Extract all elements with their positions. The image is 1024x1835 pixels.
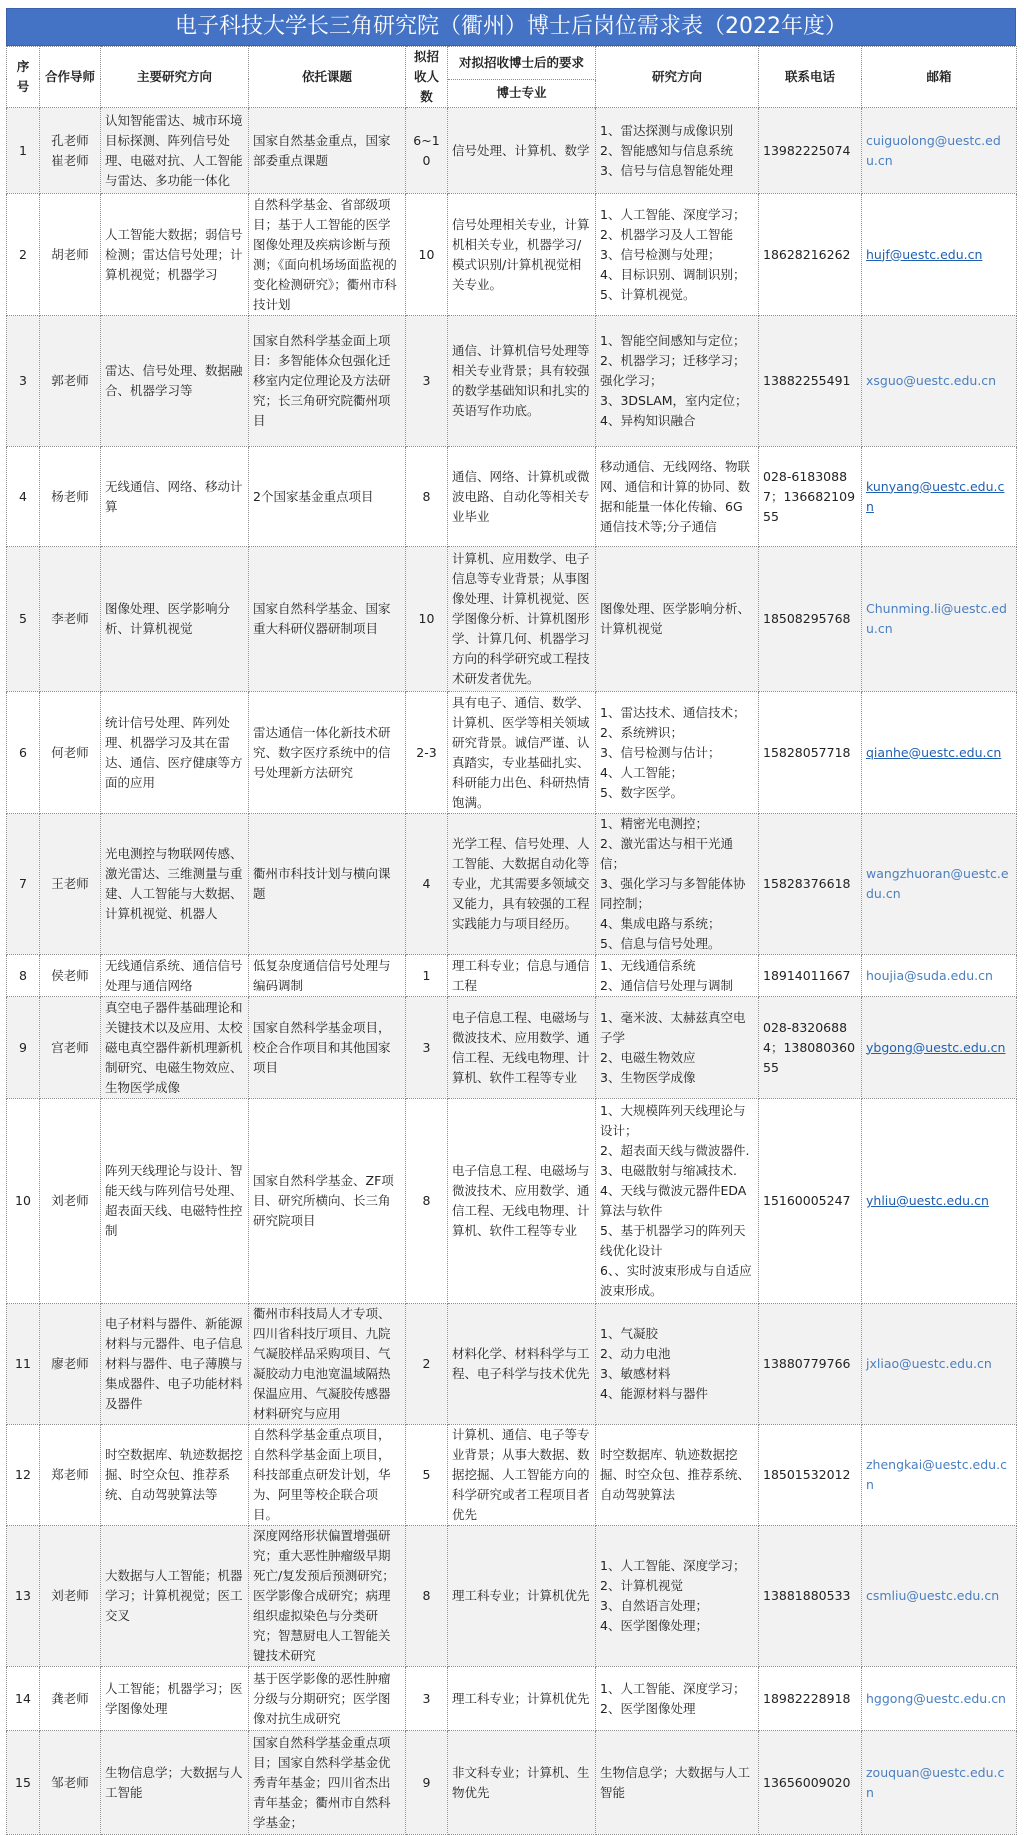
cell-research: 时空数据库、轨迹数据挖掘、时空众包、推荐系统、自动驾驶算法 (596, 1425, 759, 1526)
cell-project: 国家自然科学基金项目，校企合作项目和其他国家项目 (249, 997, 406, 1099)
cell-research: 1、精密光电测控； 2、激光雷达与相干光通信； 3、强化学习与多智能体协同控制； 4、集成电路与系统； 5、信息与信号处理。 (596, 814, 759, 955)
cell-mentor: 侯老师 (40, 955, 101, 997)
cell-research: 生物信息学；大数据与人工智能 (596, 1731, 759, 1835)
cell-major: 计算机、通信、电子等专业背景；从事大数据、数据挖掘、人工智能方向的科学研究或者工程项目者优先 (448, 1425, 596, 1526)
cell-project: 国家自然科学基金、ZF项目、研究所横向、长三角研究院项目 (249, 1099, 406, 1304)
cell-count: 6~10 (406, 108, 448, 194)
table-row (7, 1425, 1017, 1526)
cell-count: 2 (406, 1304, 448, 1425)
table-row (7, 447, 1017, 547)
cell-research: 1、雷达技术、通信技术； 2、系统辨识； 3、信号检测与估计； 4、人工智能； 5、数字医学。 (596, 692, 759, 814)
cell-major: 理工科专业；计算机优先 (448, 1526, 596, 1667)
cell-phone: 13882255491 (759, 316, 862, 447)
table-row (7, 1667, 1017, 1731)
cell-research: 1、大规模阵列天线理论与设计； 2、超表面天线与微波器件. 3、电磁散射与缩减技术. 4、天线与微波元器件EDA算法与软件 5、基于机器学习的阵列天线优化设计 6、、实时波束形成与自适应波束形成。 (596, 1099, 759, 1304)
table-row (7, 194, 1017, 316)
cell-research: 1、毫米波、太赫兹真空电子学 2、电磁生物效应 3、生物医学成像 (596, 997, 759, 1099)
cell-phone: 18508295768 (759, 547, 862, 692)
cell-major: 通信、计算机信号处理等相关专业背景；具有较强的数学基础知识和扎实的英语写作功底。 (448, 316, 596, 447)
cell-major: 材料化学、材料科学与工程、电子科学与技术优先 (448, 1304, 596, 1425)
cell-phone: 13982225074 (759, 108, 862, 194)
cell-count: 9 (406, 1731, 448, 1835)
cell-direction: 统计信号处理、阵列处理、机器学习及其在雷达、通信、医疗健康等方面的应用 (101, 692, 249, 814)
cell-no: 1 (7, 108, 40, 194)
header-no: 序号 (7, 47, 40, 108)
cell-mentor: 宫老师 (40, 997, 101, 1099)
cell-phone: 15828057718 (759, 692, 862, 814)
cell-major: 电子信息工程、电磁场与微波技术、应用数学、通信工程、无线电物理、计算机、软件工程等专业 (448, 997, 596, 1099)
table-row (7, 316, 1017, 447)
cell-no: 7 (7, 814, 40, 955)
cell-count: 8 (406, 447, 448, 547)
cell-email[interactable]: houjia@suda.edu.cn (862, 955, 1017, 997)
cell-count: 4 (406, 814, 448, 955)
cell-email[interactable]: wangzhuoran@uestc.edu.cn (862, 814, 1017, 955)
table-row (7, 997, 1017, 1099)
cell-project: 自然科学基金重点项目，自然科学基金面上项目，科技部重点研发计划，华为、阿里等校企联合项目。 (249, 1425, 406, 1526)
table-row (7, 1731, 1017, 1835)
cell-phone: 15828376618 (759, 814, 862, 955)
cell-project: 自然科学基金、省部级项目；基于人工智能的医学图像处理及疾病诊断与预测；《面向机场场面监视的变化检测研究》；衢州市科技计划 (249, 194, 406, 316)
cell-research: 1、人工智能、深度学习； 2、机器学习及人工智能 3、信号检测与处理； 4、目标识别、调制识别； 5、计算机视觉。 (596, 194, 759, 316)
cell-project: 衢州市科技计划与横向课题 (249, 814, 406, 955)
table-row (7, 1099, 1017, 1304)
cell-major: 理工科专业；信息与通信工程 (448, 955, 596, 997)
cell-direction: 生物信息学；大数据与人工智能 (101, 1731, 249, 1835)
header-direction: 主要研究方向 (101, 47, 249, 108)
table-body (7, 108, 1017, 1835)
header-email: 邮箱 (862, 47, 1017, 108)
cell-no: 6 (7, 692, 40, 814)
cell-project: 国家自然基金重点，国家部委重点课题 (249, 108, 406, 194)
cell-mentor: 郭老师 (40, 316, 101, 447)
cell-major: 计算机、应用数学、电子信息等专业背景；从事图像处理、计算机视觉、医学图像分析、计算机图形学、计算几何、机器学习方向的科学研究或工程技术研发者优先。 (448, 547, 596, 692)
cell-phone: 13881880533 (759, 1526, 862, 1667)
cell-no: 2 (7, 194, 40, 316)
table-title: 电子科技大学长三角研究院（衢州）博士后岗位需求表（2022年度） (6, 8, 1016, 46)
cell-project: 低复杂度通信信号处理与编码调制 (249, 955, 406, 997)
cell-email[interactable]: kunyang@uestc.edu.cn (862, 447, 1017, 547)
cell-project: 基于医学影像的恶性肿瘤分级与分期研究；医学图像对抗生成研究 (249, 1667, 406, 1731)
cell-phone: 13880779766 (759, 1304, 862, 1425)
cell-research: 1、人工智能、深度学习； 2、计算机视觉 3、自然语言处理； 4、医学图像处理； (596, 1526, 759, 1667)
cell-count: 10 (406, 194, 448, 316)
cell-mentor: 孔老师 崔老师 (40, 108, 101, 194)
cell-email[interactable]: hggong@uestc.edu.cn (862, 1667, 1017, 1731)
cell-no: 4 (7, 447, 40, 547)
cell-direction: 雷达、信号处理、数据融合、机器学习等 (101, 316, 249, 447)
cell-phone: 028-83206884；13808036055 (759, 997, 862, 1099)
cell-direction: 真空电子器件基础理论和关键技术以及应用、太校磁电真空器件新机理新机制研究、电磁生物效应、生物医学成像 (101, 997, 249, 1099)
cell-no: 5 (7, 547, 40, 692)
cell-mentor: 李老师 (40, 547, 101, 692)
cell-research: 移动通信、无线网络、物联网、通信和计算的协同、数据和能量一体化传输、6G通信技术等;分子通信 (596, 447, 759, 547)
cell-direction: 无线通信、网络、移动计算 (101, 447, 249, 547)
table-row (7, 1304, 1017, 1425)
cell-major: 信号处理相关专业，计算机相关专业，机器学习/模式识别/计算机视觉相关专业。 (448, 194, 596, 316)
cell-direction: 时空数据库、轨迹数据挖掘、时空众包、推荐系统、自动驾驶算法等 (101, 1425, 249, 1526)
cell-phone: 13656009020 (759, 1731, 862, 1835)
table-row (7, 108, 1017, 194)
cell-project: 国家自然科学基金面上项目：多智能体众包强化迁移室内定位理论及方法研究；长三角研究院衢州项目 (249, 316, 406, 447)
cell-count: 3 (406, 316, 448, 447)
cell-no: 10 (7, 1099, 40, 1304)
cell-mentor: 龚老师 (40, 1667, 101, 1731)
cell-research: 1、气凝胶 2、动力电池 3、敏感材料 4、能源材料与器件 (596, 1304, 759, 1425)
table-row (7, 814, 1017, 955)
cell-direction: 人工智能大数据；弱信号检测；雷达信号处理；计算机视觉；机器学习 (101, 194, 249, 316)
cell-major: 信号处理、计算机、数学 (448, 108, 596, 194)
cell-email[interactable]: xsguo@uestc.edu.cn (862, 316, 1017, 447)
cell-no: 11 (7, 1304, 40, 1425)
table-row (7, 955, 1017, 997)
cell-mentor: 王老师 (40, 814, 101, 955)
cell-project: 衢州市科技局人才专项、四川省科技厅项目、九院气凝胶样品采购项目、气凝胶动力电池宽温域隔热保温应用、气凝胶传感器材料研究与应用 (249, 1304, 406, 1425)
cell-count: 3 (406, 1667, 448, 1731)
cell-major: 光学工程、信号处理、人工智能、大数据自动化等专业，尤其需要多领域交叉能力，具有较强的工程实践能力与项目经历。 (448, 814, 596, 955)
cell-phone: 18501532012 (759, 1425, 862, 1526)
cell-direction: 图像处理、医学影响分析、计算机视觉 (101, 547, 249, 692)
cell-phone: 18914011667 (759, 955, 862, 997)
cell-email[interactable]: zouquan@uestc.edu.cn (862, 1731, 1017, 1835)
cell-no: 8 (7, 955, 40, 997)
cell-major: 电子信息工程、电磁场与微波技术、应用数学、通信工程、无线电物理、计算机、软件工程等专业 (448, 1099, 596, 1304)
cell-email[interactable]: qianhe@uestc.edu.cn (862, 692, 1017, 814)
cell-email[interactable]: csmliu@uestc.edu.cn (862, 1526, 1017, 1667)
cell-direction: 大数据与人工智能；机器学习；计算机视觉；医工交叉 (101, 1526, 249, 1667)
table-row (7, 1526, 1017, 1667)
cell-count: 8 (406, 1099, 448, 1304)
cell-count: 10 (406, 547, 448, 692)
cell-phone: 028-61830887；13668210955 (759, 447, 862, 547)
cell-research: 1、无线通信系统 2、通信信号处理与调制 (596, 955, 759, 997)
cell-email[interactable]: Chunming.li@uestc.edu.cn (862, 547, 1017, 692)
postdoc-table (6, 46, 1017, 1835)
cell-no: 13 (7, 1526, 40, 1667)
cell-mentor: 刘老师 (40, 1099, 101, 1304)
spreadsheet (6, 8, 1016, 1835)
cell-research: 1、人工智能、深度学习； 2、医学图像处理 (596, 1667, 759, 1731)
cell-count: 5 (406, 1425, 448, 1526)
cell-email[interactable]: hujf@uestc.edu.cn (862, 194, 1017, 316)
header-requirements: 对拟招收博士后的要求 (448, 47, 596, 80)
cell-mentor: 刘老师 (40, 1526, 101, 1667)
cell-project: 国家自然科学基金、国家重大科研仪器研制项目 (249, 547, 406, 692)
cell-direction: 无线通信系统、通信信号处理与通信网络 (101, 955, 249, 997)
cell-count: 2-3 (406, 692, 448, 814)
cell-email[interactable]: ybgong@uestc.edu.cn (862, 997, 1017, 1099)
header-project: 依托课题 (249, 47, 406, 108)
header-mentor: 合作导师 (40, 47, 101, 108)
cell-project: 雷达通信一体化新技术研究、数字医疗系统中的信号处理新方法研究 (249, 692, 406, 814)
cell-major: 具有电子、通信、数学、计算机、医学等相关领域研究背景。诚信严谨、认真踏实，专业基础扎实、科研能力出色、科研热情饱满。 (448, 692, 596, 814)
cell-research: 1、雷达探测与成像识别 2、智能感知与信息系统 3、信号与信息智能处理 (596, 108, 759, 194)
cell-direction: 阵列天线理论与设计、智能天线与阵列信号处理、超表面天线、电磁特性控制 (101, 1099, 249, 1304)
cell-mentor: 郑老师 (40, 1425, 101, 1526)
cell-email[interactable]: zhengkai@uestc.edu.cn (862, 1425, 1017, 1526)
cell-direction: 光电测控与物联网传感、激光雷达、三维测量与重建、人工智能与大数据、计算机视觉、机器人 (101, 814, 249, 955)
table-row (7, 547, 1017, 692)
cell-email[interactable]: yhliu@uestc.edu.cn (862, 1099, 1017, 1304)
cell-no: 9 (7, 997, 40, 1099)
table-row (7, 692, 1017, 814)
cell-count: 8 (406, 1526, 448, 1667)
cell-count: 3 (406, 997, 448, 1099)
cell-mentor: 胡老师 (40, 194, 101, 316)
cell-project: 深度网络形状偏置增强研究；重大恶性肿瘤级早期死亡/复发预后预测研究；医学影像合成研究；病理组织虚拟染色与分类研究；智慧厨电人工智能关键技术研究 (249, 1526, 406, 1667)
header-major: 博士专业 (448, 79, 596, 107)
cell-research: 图像处理、医学影响分析、计算机视觉 (596, 547, 759, 692)
header-research: 研究方向 (596, 47, 759, 108)
cell-research: 1、智能空间感知与定位； 2、机器学习；迁移学习；强化学习； 3、3DSLAM，室内定位； 4、异构知识融合 (596, 316, 759, 447)
cell-mentor: 杨老师 (40, 447, 101, 547)
cell-no: 3 (7, 316, 40, 447)
cell-direction: 电子材料与器件、新能源材料与元器件、电子信息材料与器件、电子薄膜与集成器件、电子功能材料及器件 (101, 1304, 249, 1425)
cell-project: 2个国家基金重点项目 (249, 447, 406, 547)
cell-no: 14 (7, 1667, 40, 1731)
header-phone: 联系电话 (759, 47, 862, 108)
cell-direction: 人工智能；机器学习；医学图像处理 (101, 1667, 249, 1731)
cell-project: 国家自然科学基金重点项目；国家自然科学基金优秀青年基金；四川省杰出青年基金；衢州市自然科学基金； (249, 1731, 406, 1835)
cell-no: 12 (7, 1425, 40, 1526)
cell-direction: 认知智能雷达、城市环境目标探测、阵列信号处理、电磁对抗、人工智能与雷达、多功能一体化 (101, 108, 249, 194)
cell-phone: 18982228918 (759, 1667, 862, 1731)
cell-no: 15 (7, 1731, 40, 1835)
cell-mentor: 廖老师 (40, 1304, 101, 1425)
cell-major: 通信、网络、计算机或微波电路、自动化等相关专业毕业 (448, 447, 596, 547)
cell-phone: 15160005247 (759, 1099, 862, 1304)
cell-major: 非文科专业；计算机、生物优先 (448, 1731, 596, 1835)
cell-count: 1 (406, 955, 448, 997)
header-count: 拟招收人数 (406, 47, 448, 108)
cell-phone: 18628216262 (759, 194, 862, 316)
cell-email[interactable]: jxliao@uestc.edu.cn (862, 1304, 1017, 1425)
cell-mentor: 邹老师 (40, 1731, 101, 1835)
cell-mentor: 何老师 (40, 692, 101, 814)
header-row (7, 47, 1017, 80)
cell-major: 理工科专业；计算机优先 (448, 1667, 596, 1731)
cell-email[interactable]: cuiguolong@uestc.edu.cn (862, 108, 1017, 194)
